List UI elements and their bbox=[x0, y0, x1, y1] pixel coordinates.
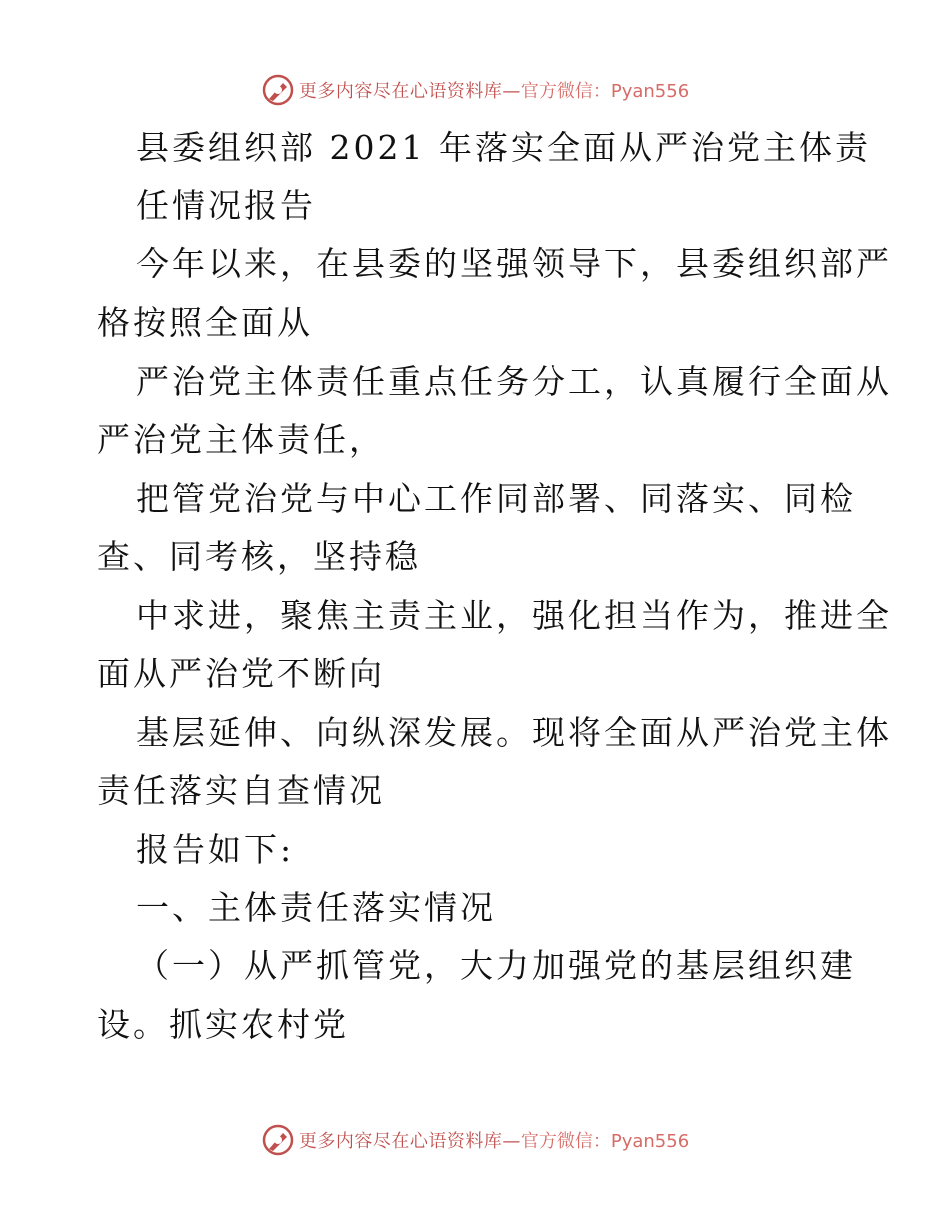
paragraph-line: 今年以来，在县委的坚强领导下，县委组织部严 bbox=[136, 244, 892, 283]
watermark-text: 更多内容尽在心语资料库— bbox=[298, 81, 521, 102]
paragraph-line: 设。抓实农村党 bbox=[97, 1005, 349, 1044]
paragraph-line: 格按照全面从 bbox=[97, 303, 313, 342]
title-line-2: 任情况报告 bbox=[136, 186, 316, 225]
paragraph-line: 严治党主体责任重点任务分工，认真履行全面从 bbox=[136, 362, 892, 401]
watermark-wechat: 官方微信：Pyan556 bbox=[520, 1131, 690, 1152]
watermark-text: 更多内容尽在心语资料库— bbox=[298, 1131, 521, 1152]
subsection-heading: （一）从严抓管党，大力加强党的基层组织建 bbox=[136, 946, 856, 985]
paragraph-line: 严治党主体责任， bbox=[97, 420, 385, 459]
pen-logo-icon bbox=[261, 73, 295, 107]
paragraph-line: 面从严治党不断向 bbox=[97, 654, 385, 693]
title-line-1: 县委组织部 2021 年落实全面从严治党主体责 bbox=[136, 128, 871, 167]
header-watermark bbox=[0, 70, 950, 110]
section-heading: 一、主体责任落实情况 bbox=[136, 888, 496, 927]
paragraph-line: 基层延伸、向纵深发展。现将全面从严治党主体 bbox=[136, 713, 892, 752]
paragraph-line: 把管党治党与中心工作同部署、同落实、同检 bbox=[136, 479, 856, 518]
watermark-wechat: 官方微信：Pyan556 bbox=[520, 81, 690, 102]
paragraph-line: 中求进，聚焦主责主业，强化担当作为，推进全 bbox=[136, 596, 892, 635]
paragraph-line: 报告如下: bbox=[136, 830, 295, 869]
paragraph-line: 责任落实自查情况 bbox=[97, 771, 385, 810]
pen-logo-icon bbox=[261, 1123, 295, 1157]
footer-watermark bbox=[0, 1120, 950, 1160]
paragraph-line: 查、同考核，坚持稳 bbox=[97, 537, 421, 576]
